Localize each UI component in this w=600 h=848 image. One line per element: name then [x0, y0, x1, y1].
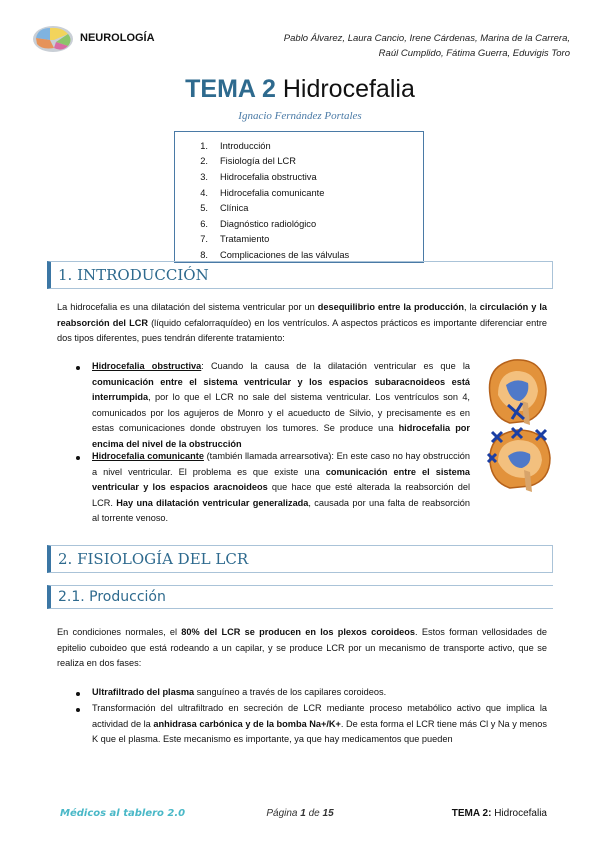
toc-item[interactable]: 5. Clínica [200, 203, 249, 214]
toc-item[interactable]: 7. Tratamiento [200, 234, 270, 245]
bullet-dot [76, 366, 80, 370]
brand-title: NEUROLOGÍA [80, 32, 155, 44]
intro-paragraph: La hidrocefalia es una dilatación del sistema ventricular por un desequilibrio entre la producción, la circulación y la reabsorción del LCR (líquido cefalorraquídeo) en los ventrículos. A aspectos prácticos es importante diferenciar entre dos tipos diferentes, pues tendrán diferente tratamiento: [57, 302, 547, 343]
authors [240, 31, 570, 61]
toc-item[interactable]: 2. Fisiología del LCR [200, 156, 296, 167]
lecturer-name: Ignacio Fernández Portales [238, 110, 362, 122]
toc-item[interactable]: 6. Diagnóstico radiológico [200, 218, 317, 229]
subsection-heading-produccion: 2.1. Producción [47, 585, 553, 609]
page-indicator: Página 1 de 15 [266, 808, 334, 819]
produccion-paragraph: En condiciones normales, el 80% del LCR se producen en los plexos coroideos. Estos forman vellosidades de epitelio cuboideo que está rodeando a un capilar, y se produce LCR por un mecanismo de transporte activo, que se realiza en dos fases: [57, 627, 547, 668]
toc-item[interactable]: 4. Hidrocefalia comunicante [200, 187, 325, 198]
page-footer [0, 806, 600, 830]
page-header [30, 22, 570, 62]
toc-item[interactable]: 8. Complicaciones de las válvulas [200, 249, 350, 260]
brain-communicating-illustration [486, 426, 554, 494]
authors-line-1: Pablo Álvarez, Laura Cancio, Irene Cárdenas, Marina de la Carrera, [283, 33, 570, 44]
section-heading-fisiologia: 2. FISIOLOGÍA DEL LCR [47, 545, 553, 573]
bullet-comunicante: Hidrocefalia comunicante (también llamada arrearsotiva): En este caso no hay obstrucción a nivel ventricular. El problema es que existe una comunicación entre el sistema ventricular y los espacios aracnoideos que hace que esté alterada la reabsorción del LCR. Hay una dilatación ventricular generalizada, causada por una falta de reabsorción al torrente venoso. [92, 451, 471, 523]
page-title [0, 75, 600, 104]
table-of-contents [174, 131, 424, 263]
title-name: Hidrocefalia [282, 75, 415, 103]
bullet-obstructiva: Hidrocefalia obstructiva: Cuando la causa de la dilatación ventricular es que la comunicación entre el sistema ventricular y los espacios subaracnoideos está interrumpida, por lo que el LCR no sale del sistema ventricular. Los ventrículos son 4, comunicados por los agujeros de Monro y el acueducto de Silvio, y precisamente es en estas comunicaciones donde obstruyen los tumores. Se produce una hidrocefalia por encima del nivel de la obstrucción [92, 361, 470, 449]
title-number: TEMA 2 [185, 75, 276, 103]
bullet-dot [76, 456, 80, 460]
footer-logo: Médicos al tablero 2.0 [60, 808, 186, 819]
bullet-dot [76, 708, 80, 712]
brain-obstruction-illustration [484, 355, 550, 427]
bullet-ultrafiltrado: Ultrafiltrado del plasma sanguíneo a través de los capilares coroideos. [92, 687, 387, 697]
bullet-dot [76, 692, 80, 696]
toc-item[interactable]: 1. Introducción [200, 140, 271, 151]
toc-item[interactable]: 3. Hidrocefalia obstructiva [200, 171, 317, 182]
bullet-transformacion: Transformación del ultrafiltrado en secreción de LCR mediante proceso metabólico activo que implica la actividad de la anhidrasa carbónica y de la bomba Na+/K+. De esta forma el LCR tiene más Cl y Na y menos K que el plasma. Este mecanismo es importante, ya que hay medicamentos que pueden [92, 703, 547, 744]
footer-topic: TEMA 2: Hidrocefalia [451, 808, 547, 819]
section-heading-introduccion: 1. INTRODUCCIÓN [47, 261, 553, 289]
authors-line-2: Raúl Cumplido, Fátima Guerra, Eduvigis Toro [378, 48, 570, 59]
brain-logo-icon [32, 24, 74, 54]
